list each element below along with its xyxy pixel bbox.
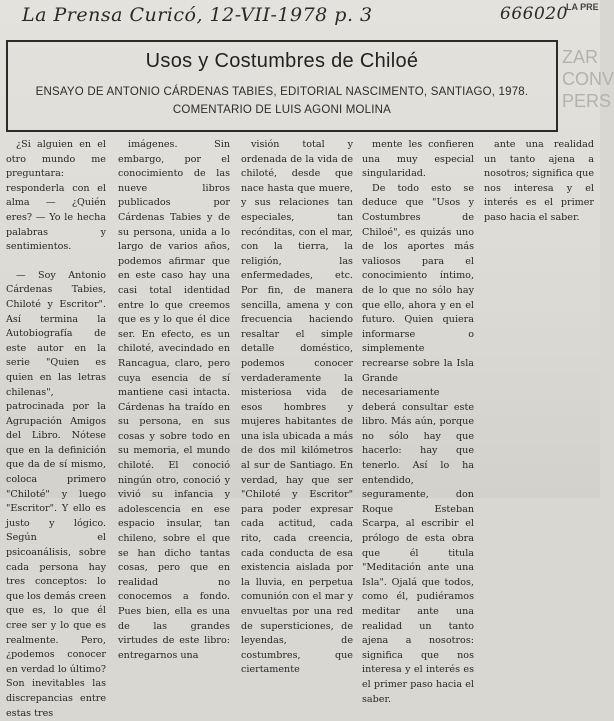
bleed-through-text: ZAR CONV PERS	[562, 47, 614, 111]
article-subtitle-2: COMENTARIO DE LUIS AGONI MOLINA	[172, 104, 392, 116]
paragraph: ante una realidad un tanto ajena a nosotros; significa que nos interesa y el interés es el primer paso hacia el saber.	[484, 139, 594, 223]
paragraph: imágenes. Sin embargo, por el conocimiento de las nueve libros publicados por Cárdenas Tabies y de su persona, unida a lo largo de varios años, podemos afirmar que en este caso hay una casi total identidad entre lo que creemos que es y lo que él dice ser. En efecto, es un chiloté, avecindado en Rancagua, claro, pero cuya esencia de sí mantiene casi intacta. Cárdenas ha traído en su persona, en sus cosas y sobre todo en su memoria, el mundo chiloté. El conoció ningún otro, conoció y vivió su infancia y adolescencia en ese espacio insular, tan chileno, sobre el que se han dicho tantas cosas, pero que en realidad no conocemos a fondo. Pues bien, ella es una de las grandes virtudes de este libro: entregarnos una	[118, 139, 230, 661]
article-column-4	[362, 138, 474, 705]
masthead-fragment: LA PRE	[566, 2, 599, 12]
paragraph: visión total y ordenada de la vida de chiloté, desde que nace hasta que muere, y sus relaciones tan especiales, tan recónditas, con el mar, con la tierra, la religión, las enfermedades, etc. Por fin, de manera sencilla, amena y con frecuencia haciendo resaltar el simple detalle doméstico, podemos conocer verdaderamente la misteriosa vida de esos hombres y mujeres habitantes de una isla ubicada a más de dos mil kilómetros al sur de Santiago. En verdad, hay que ser "Chiloté y Escritor" para poder expresar cada actitud, cada rito, cada creencia, cada conducta de esa existencia aislada por la lluvia, en perpetua comunión con el mar y envueltas por una red de supersticiones, de leyendas, de costumbres, que ciertamente	[241, 139, 353, 676]
article-column-2	[118, 138, 230, 661]
article-title: Usos y Costumbres de Chiloé	[145, 50, 419, 72]
source-note-text: La Prensa Curicó, 12-VII-1978 p. 3	[22, 4, 373, 26]
paragraph: — Soy Antonio Cárdenas Tabies, Chiloté y Escritor". Así termina la Autobiografía de este autor en la serie "Quien es quien en las letras chilenas", patrocinada por la Agrupación Amigos del Libro. Nótese que en la definición que da de sí mismo, coloca primero "Chiloté" y luego "Escritor". Y ello es justo y lógico. Según el psicoanálisis, sobre cada persona hay tres conceptos: lo que los demás creen que es, lo que él cree ser y lo que es realmente. Pero, ¿podemos conocer en verdad lo último? Son inevitables las discrepancias entre estas tres	[6, 269, 106, 719]
handwritten-source-note	[22, 4, 582, 34]
article-subtitle-1: ENSAYO DE ANTONIO CÁRDENAS TABIES, EDITORIAL NASCIMENTO, SANTIAGO, 1978.	[35, 86, 529, 98]
article-column-1	[6, 138, 106, 719]
headline-box	[6, 40, 558, 132]
paragraph: ¿Si alguien en el otro mundo me preguntara: responderla con el alma — ¿Quién eres? — Yo le hecha palabras y sentimientos.	[6, 139, 106, 253]
paragraph: mente les confieren una muy especial singularidad.	[362, 139, 474, 180]
catalog-number: 666020	[500, 4, 568, 24]
article-column-3	[241, 138, 353, 676]
paragraph: De todo esto se deduce que "Usos y Costumbres de Chiloé", es quizás uno de los aportes más valiosos para el conocimiento íntimo, de lo que no sólo hay que ello, ahora y en el futuro. Quien quiera informarse o simplemente recrearse sobre la Isla Grande necesariamente deberá consultar este libro. Más aún, porque no sólo hay que hacerlo: hay que tenerlo. Así lo ha entendido, seguramente, don Roque Esteban Scarpa, al escribir el prólogo de esta obra que él titula "Meditación ante una Isla". Ojalá que todos, como él, pudiéramos meditar ante una realidad un tanto ajena a nosotros: significa que nos interesa y el interés es el primer paso hacia el saber.	[362, 182, 474, 705]
article-column-5	[484, 138, 594, 498]
